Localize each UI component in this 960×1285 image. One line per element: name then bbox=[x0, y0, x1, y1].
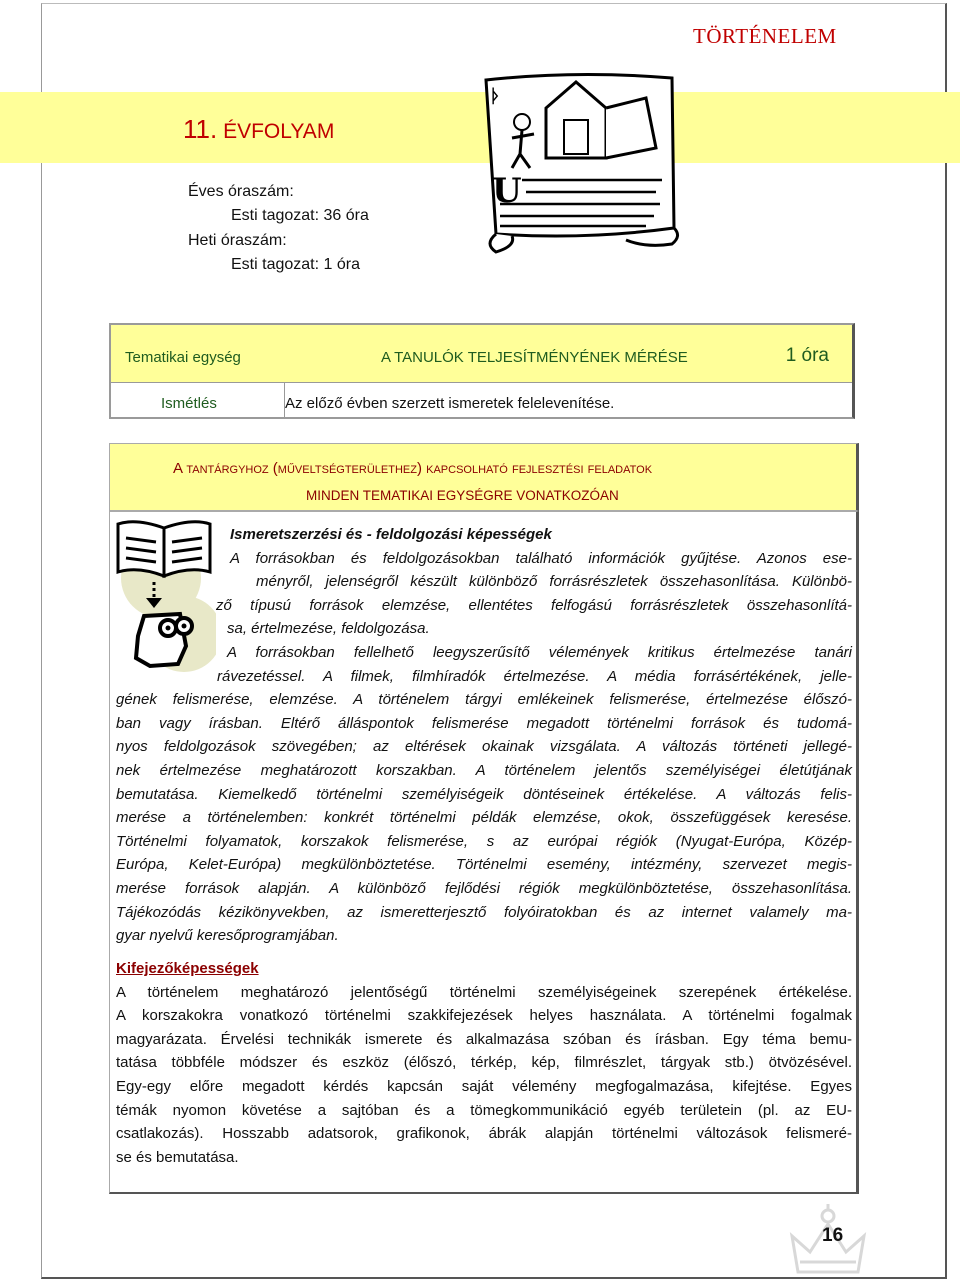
text-line: sa, értelmezése, feldolgozása. bbox=[227, 620, 430, 638]
subject-title: TÖRTÉNELEM bbox=[693, 24, 837, 48]
text-line: gyar nyelvű keresőprogramjában. bbox=[116, 927, 339, 945]
skills-heading-2: Kifejezőképességek bbox=[116, 960, 259, 977]
svg-text:ᚦ: ᚦ bbox=[490, 86, 501, 107]
text-line: A forrásokban fellelhető leegyszerűsítő vélemények kritikus értelmezése tanári bbox=[227, 643, 852, 661]
text-line: ző típusú források elemzése, ellentétes felfogású forrásrészletek összehasonlítá- bbox=[216, 596, 852, 614]
unit-hours: 1 óra bbox=[785, 345, 829, 366]
grade-number: 11. bbox=[183, 114, 218, 144]
text-line: Egy-egy előre megadott kérdés kapcsán saját vélemény megfogalmazása, kifejtése. Egyes bbox=[116, 1077, 852, 1095]
text-line: rávezetéssel. A filmek, filmhíradók értelmezése. A média forrásértékének, jelle- bbox=[217, 667, 852, 685]
text-line: bemutatása. Kiemelkedő történelmi személyiségeik döntéseinek értékelése. A változás felis- bbox=[116, 785, 852, 803]
unit-label: Tematikai egység bbox=[125, 349, 241, 366]
repeat-text: Az előző évben szerzett ismeretek felelevenítése. bbox=[285, 395, 615, 412]
weekly-hours-label: Heti óraszám: bbox=[188, 232, 287, 249]
skills-heading-1: Ismeretszerzési és - feldolgozási képességek bbox=[230, 526, 552, 543]
repeat-label: Ismétlés bbox=[161, 395, 217, 412]
section-subtitle: MINDEN TEMATIKAI EGYSÉGRE VONATKOZÓAN bbox=[306, 488, 619, 503]
text-line: magyarázata. Érvelési technikák ismerete és alkalmazása szóban és írásban. Egy téma bemu- bbox=[116, 1030, 852, 1048]
text-line: A forrásokban és feldolgozásokban található információk gyűjtése. Azonos ese- bbox=[230, 549, 852, 567]
grade-label: ÉVFOLYAM bbox=[223, 120, 335, 143]
text-line: csatlakozás). Hosszabb adatsorok, grafikonok, ábrák alapján történelmi változások felismeré- bbox=[116, 1125, 852, 1143]
page-number: 16 bbox=[822, 1225, 844, 1246]
text-line: ményről, jelenségről készült különböző forrásrészletek összehasonlítása. Különbö- bbox=[256, 573, 852, 591]
text-line: Európa, Kelet-Európa) megkülönböztetése. Történelmi esemény, intézmény, szervezet megis- bbox=[116, 856, 852, 874]
weekly-hours-value: Esti tagozat: 1 óra bbox=[231, 256, 360, 273]
unit-title: A TANULÓK TELJESÍTMÉNYÉNEK MÉRÉSE bbox=[381, 349, 688, 366]
text-line: merése a történelemben: konkrét történelmi példák elemzése, okok, összefüggések keresése. bbox=[116, 809, 852, 827]
manuscript-illustration bbox=[476, 68, 683, 258]
skills-section-1 bbox=[116, 523, 852, 948]
annual-hours-value: Esti tagozat: 36 óra bbox=[231, 207, 369, 224]
text-line: A korszakokra vonatkozó történelmi szakkifejezések helyes használata. A történelmi fogalmak bbox=[116, 1007, 852, 1025]
section-header bbox=[109, 443, 859, 511]
section-title: A tantárgyhoz (műveltségterülethez) kapcsolható fejlesztési feladatok bbox=[173, 460, 653, 477]
annual-hours-label: Éves óraszám: bbox=[188, 183, 294, 200]
text-line: gének felismerése, elemzése. A történelem tárgyi emlékeinek felismerése, értelmezése élőszó- bbox=[116, 691, 852, 709]
text-line: tatása többféle módszer és eszköz (élőszó, térkép, kép, filmrészlet, tárgyak stb.) ötvözésével. bbox=[116, 1054, 852, 1072]
text-line: Történelmi folyamatok, korszakok felismerése, s az európai régiók (Nyugat-Európa, Közép- bbox=[116, 832, 852, 850]
text-line: Tájékozódás kézikönyvekben, az ismeretterjesztő folyóiratokban és az internet valamely ma- bbox=[116, 903, 852, 921]
text-line: nek értelmezése meghatározott korszakban. A történelem jelentős személyiségei életútjának bbox=[116, 761, 852, 779]
text-line: ban vagy írásban. Eltérő álláspontok felismerése megadott történelmi források és tudomá- bbox=[116, 714, 852, 732]
grade-heading bbox=[183, 114, 334, 145]
text-line: nyos feldolgozások szövegében; az eltérések okainak vizsgálata. A változás történeti jellegé- bbox=[116, 738, 852, 756]
text-line: A történelem meghatározó jelentőségű történelmi személyiségeinek szerepének értékelése. bbox=[116, 983, 852, 1001]
text-line: merése források alapján. A különböző fejlődési régiók megkülönböztetése, összehasonlítása. bbox=[116, 879, 852, 897]
svg-text:U: U bbox=[492, 171, 522, 211]
text-line: témák nyomon követése a sajtóban és a tömegkommunikáció egyéb területein (pl. az EU- bbox=[116, 1101, 852, 1119]
text-line: se és bemutatása. bbox=[116, 1148, 239, 1166]
skills-section-2 bbox=[116, 957, 852, 1169]
